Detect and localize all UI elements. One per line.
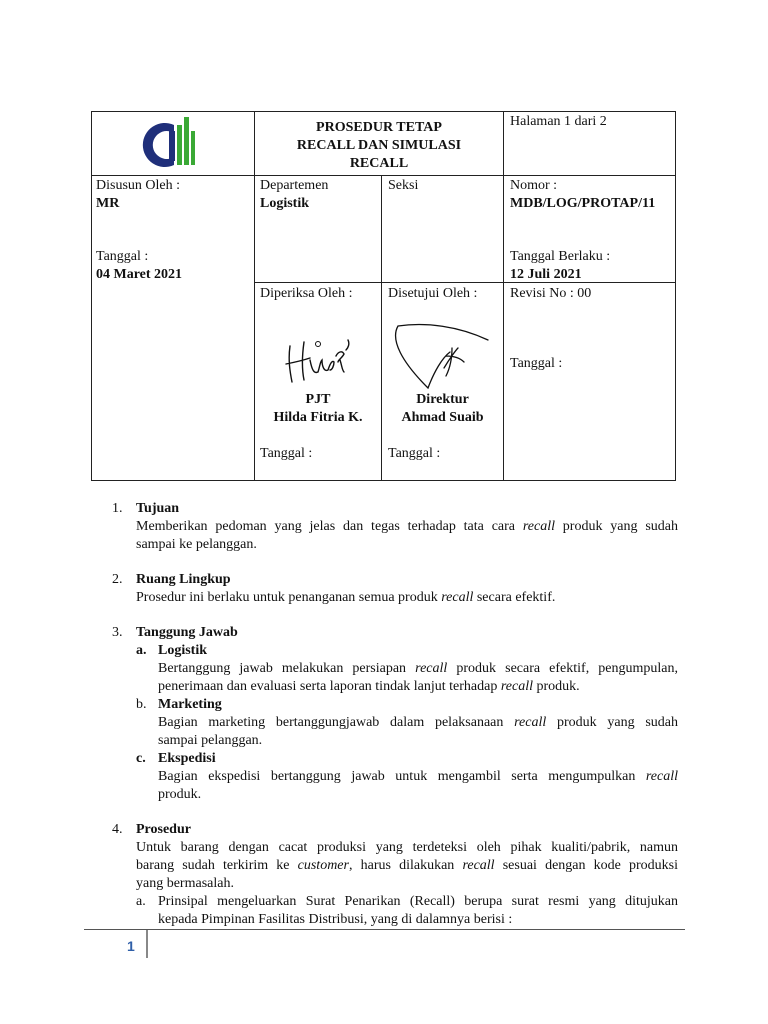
section-3-title: Tanggung Jawab xyxy=(136,625,238,640)
company-logo xyxy=(136,113,206,173)
title-line-3: RECALL xyxy=(349,156,409,171)
section-4-text-3: yang bermasalah. xyxy=(136,876,234,891)
diperiksa-tanggal: Tanggal : xyxy=(260,446,313,461)
table-col-divider-3 xyxy=(503,111,504,481)
berlaku-value: 12 Juli 2021 xyxy=(510,267,582,282)
departemen-label: Departemen xyxy=(260,178,329,193)
section-3b-text-1: Bagian marketing bertanggungjawab dalam pelaksanaan recall produk yang sudah xyxy=(158,715,678,730)
section-3c-number: c. xyxy=(136,751,146,766)
tanggal-label: Tanggal : xyxy=(96,249,149,264)
departemen-value: Logistik xyxy=(260,196,310,211)
table-border-bottom xyxy=(91,480,675,481)
revisi-tanggal: Tanggal : xyxy=(510,356,563,371)
table-border-left xyxy=(91,111,92,481)
nomor-value: MDB/LOG/PROTAP/11 xyxy=(510,196,656,211)
page-number: 1 xyxy=(127,938,135,954)
diperiksa-name: Hilda Fitria K. xyxy=(273,410,363,425)
section-3b-text-2: sampai pelanggan. xyxy=(158,733,263,748)
logo-icon xyxy=(136,113,206,173)
berlaku-label: Tanggal Berlaku : xyxy=(510,249,611,264)
footer-page-bar xyxy=(146,930,148,958)
signature-hilda xyxy=(282,326,357,386)
diperiksa-label: Diperiksa Oleh : xyxy=(260,286,353,301)
section-3b-number: b. xyxy=(136,697,147,712)
section-3a-text-2: penerimaan dan evaluasi serta laporan tindak lanjut terhadap recall produk. xyxy=(158,679,580,694)
section-3b-title: Marketing xyxy=(158,697,222,712)
section-4a-text-1: Prinsipal mengeluarkan Surat Penarikan (Recall) berupa surat resmi yang ditujukan xyxy=(158,894,678,909)
disetujui-name: Ahmad Suaib xyxy=(401,410,484,425)
disetujui-role: Direktur xyxy=(416,392,469,407)
table-col-divider-2 xyxy=(381,175,382,481)
document-title xyxy=(255,119,503,173)
table-border-row2 xyxy=(254,282,675,283)
section-3a-text-1: Bertanggung jawab melakukan persiapan recall produk secara efektif, pengumpulan, xyxy=(158,661,678,676)
section-3c-title: Ekspedisi xyxy=(158,751,216,766)
disusun-value: MR xyxy=(96,196,120,211)
section-4-number: 4. xyxy=(112,822,123,837)
tanggal-value: 04 Maret 2021 xyxy=(96,267,183,282)
title-line-2: RECALL DAN SIMULASI xyxy=(296,138,462,153)
revisi-label: Revisi No : 00 xyxy=(510,286,592,301)
section-1-text-2: sampai ke pelanggan. xyxy=(136,537,257,552)
table-border-top xyxy=(91,111,675,112)
nomor-label: Nomor : xyxy=(510,178,558,193)
disusun-label: Disusun Oleh : xyxy=(96,178,180,193)
section-2-text: Prosedur ini berlaku untuk penanganan semua produk recall secara efektif. xyxy=(136,590,556,605)
section-2-title: Ruang Lingkup xyxy=(136,572,231,587)
table-border-right xyxy=(675,111,676,481)
section-1-number: 1. xyxy=(112,501,123,516)
disetujui-label: Disetujui Oleh : xyxy=(388,286,478,301)
section-4-text-2: barang sudah terkirim ke customer, harus dilakukan recall sesuai dengan kode produksi xyxy=(136,858,679,873)
seksi-label: Seksi xyxy=(388,178,419,193)
section-3a-title: Logistik xyxy=(158,643,208,658)
table-border-row1 xyxy=(91,175,675,176)
page-info: Halaman 1 dari 2 xyxy=(510,114,607,129)
section-3c-text-1: Bagian ekspedisi bertanggung jawab untuk mengambil serta mengumpulkan recall xyxy=(158,769,678,784)
section-2-number: 2. xyxy=(112,572,123,587)
section-4-title: Prosedur xyxy=(136,822,191,837)
title-line-1: PROSEDUR TETAP xyxy=(316,120,442,135)
signature-ahmad xyxy=(386,318,492,392)
section-4-text-1: Untuk barang dengan cacat produksi yang terdeteksi oleh pihak kualiti/pabrik, namun xyxy=(136,840,678,855)
section-1-title: Tujuan xyxy=(136,501,180,516)
section-4a-text-2: kepada Pimpinan Fasilitas Distribusi, yang di dalamnya berisi : xyxy=(158,912,513,927)
section-1-text: Memberikan pedoman yang jelas dan tegas terhadap tata cara recall produk yang sudah xyxy=(136,519,678,534)
section-4a-number: a. xyxy=(136,894,146,909)
disetujui-tanggal: Tanggal : xyxy=(388,446,441,461)
section-3-number: 3. xyxy=(112,625,123,640)
section-3a-number: a. xyxy=(136,643,147,658)
footer-divider xyxy=(84,929,685,930)
section-3c-text-2: produk. xyxy=(158,787,202,802)
diperiksa-role: PJT xyxy=(305,392,331,407)
